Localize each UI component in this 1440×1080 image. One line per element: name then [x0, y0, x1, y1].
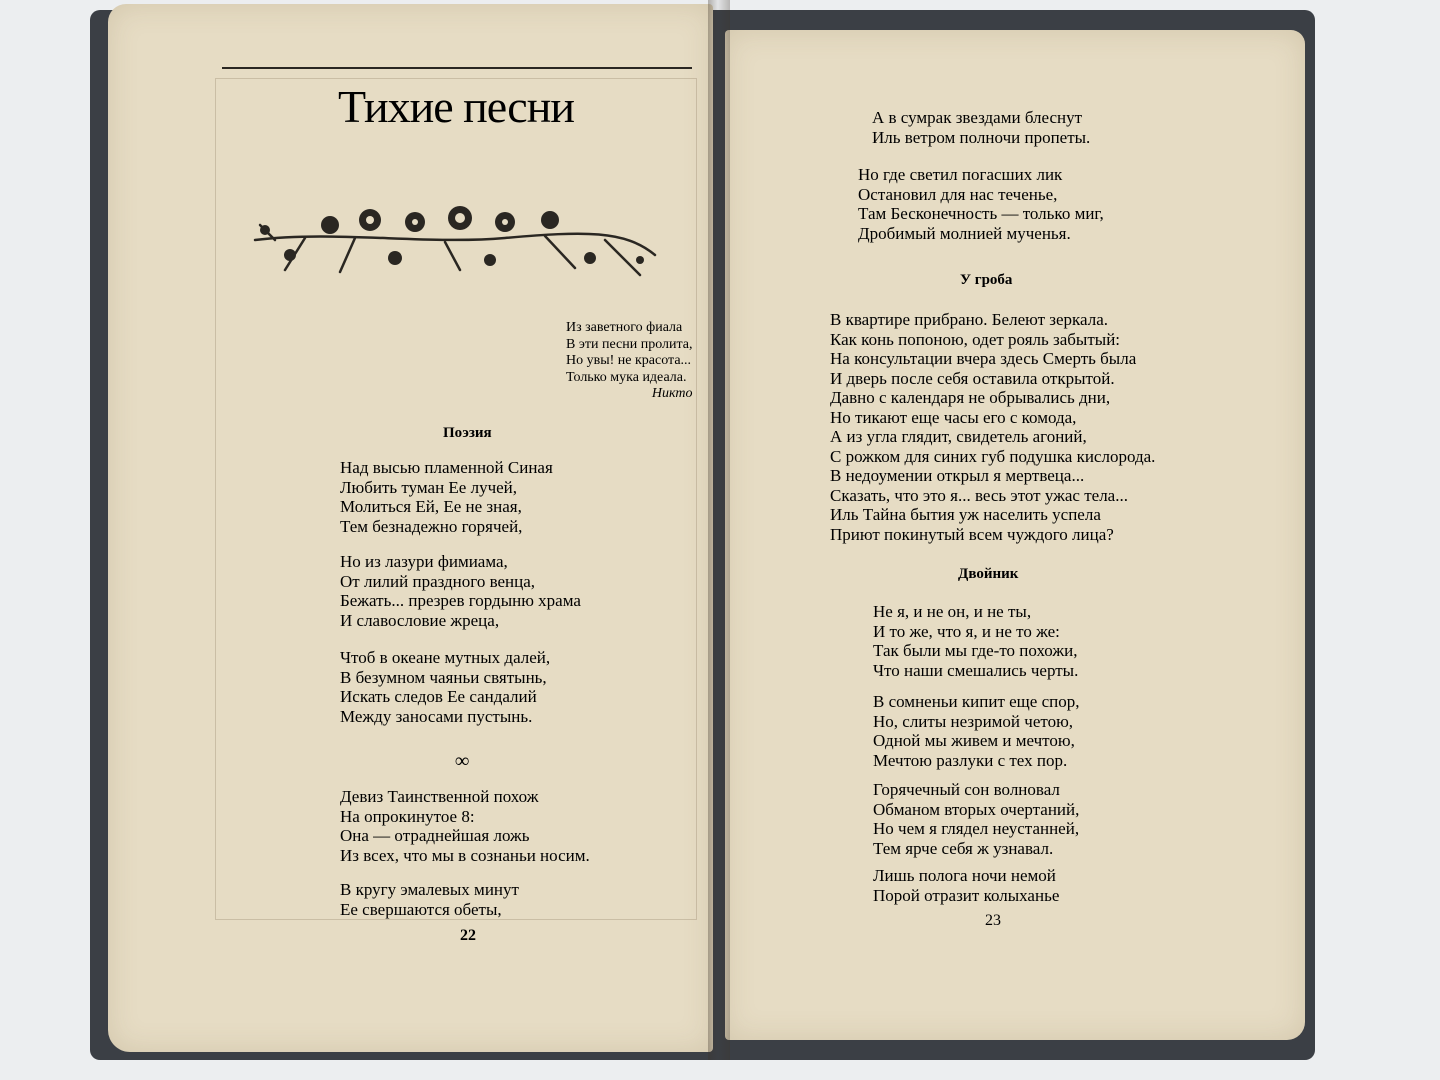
poem-line: С рожком для синих губ подушка кислорода. — [830, 446, 1156, 466]
poem-stanza — [340, 880, 519, 919]
poem-line: Бежать... презрев гордыню храма — [340, 591, 581, 610]
poem-stanza — [873, 866, 1059, 905]
poem-line: На опрокинутое 8: — [340, 806, 475, 826]
book-gutter — [708, 0, 730, 1060]
floral-ornament — [245, 200, 665, 290]
poem-line: Давно с календаря не обрывались дни, — [830, 388, 1111, 407]
poem-line: И то же, что я, и не то же: — [873, 621, 1060, 641]
poem-line: Горячечный сон волновал — [873, 780, 1060, 799]
poem-stanza — [872, 108, 1090, 147]
epigraph — [566, 320, 693, 403]
poem-stanza — [340, 458, 553, 536]
poem-line: А в сумрак звездами блеснут — [872, 108, 1083, 127]
page-number: 23 — [985, 912, 1001, 929]
epigraph-line: Только мука идеала. — [566, 369, 687, 385]
poem-line: Она — отраднейшая ложь — [340, 826, 530, 845]
epigraph-line: В эти песни пролита, — [566, 336, 693, 352]
poem-line: Но чем я глядел неустанней, — [873, 819, 1080, 838]
poem-line: Обманом вторых очертаний, — [873, 799, 1080, 819]
poem-title: У гроба — [960, 272, 1013, 288]
poem-line: В недоумении открыл я мертвеца... — [830, 466, 1085, 485]
poem-line: На консультации вчера здесь Смерть была — [830, 349, 1137, 368]
poem-line: Чтоб в океане мутных далей, — [340, 648, 551, 667]
poem-line: Приют покинутый всем чуждого лица? — [830, 524, 1114, 544]
poem-line: От лилий праздного венца, — [340, 571, 536, 591]
poem-line: Дробимый молнией мученья. — [858, 223, 1071, 243]
poem-line: Тем ярче себя ж узнавал. — [873, 838, 1054, 858]
poem-line: Но где светил погасших лик — [858, 165, 1063, 184]
poem-title: Двойник — [958, 566, 1019, 582]
poem-line: Так были мы где-то похожи, — [873, 641, 1078, 660]
poem-line: Любить туман Ее лучей, — [340, 477, 518, 497]
poem-line: Искать следов Ее сандалий — [340, 687, 537, 706]
poem-line: Порой отразит колыханье — [873, 885, 1060, 905]
poem-stanza — [858, 165, 1104, 243]
poem-line: Иль ветром полночи пропеты. — [872, 127, 1091, 147]
poem-title: Поэзия — [443, 425, 492, 441]
epigraph-author: Никто — [651, 386, 693, 401]
poem-stanza — [340, 648, 550, 726]
poem-line: Но из лазури фимиама, — [340, 552, 508, 571]
page-number: 22 — [460, 927, 476, 944]
section-title: Тихие песни — [338, 81, 574, 132]
poem-line: В квартире прибрано. Белеют зеркала. — [830, 310, 1109, 329]
poem-line: Мечтою разлуки с тех пор. — [873, 750, 1068, 770]
poem-line: Между заносами пустынь. — [340, 706, 533, 726]
poem-line: Но, слиты незримой четою, — [873, 711, 1074, 731]
poem-line: Ее свершаются обеты, — [340, 899, 502, 919]
poem-line: В безумном чаяньи святынь, — [340, 667, 547, 687]
poem-line: Иль Тайна бытия уж населить успела — [830, 505, 1101, 524]
poem-line: Молиться Ей, Ее не зная, — [340, 497, 522, 516]
poem-line: В сомненьи кипит еще спор, — [873, 692, 1080, 711]
poem-line: Тем безнадежно горячей, — [340, 516, 523, 536]
poem-line: Там Бесконечность — только миг, — [858, 204, 1104, 223]
poem-line: Над высью пламенной Синая — [340, 458, 553, 477]
poem-line: Что наши смешались черты. — [873, 660, 1079, 680]
poem-stanza — [830, 310, 1155, 544]
poem-line: Сказать, что это я... весь этот ужас тела... — [830, 485, 1128, 505]
poem-line: Не я, и не он, и не ты, — [873, 602, 1032, 621]
poem-line: В кругу эмалевых минут — [340, 880, 519, 899]
poem-line: Как конь попоною, одет рояль забытый: — [830, 329, 1121, 349]
poem-stanza — [340, 552, 581, 630]
poem-line: И славословие жреца, — [340, 610, 500, 630]
poem-stanza — [873, 602, 1078, 680]
poem-line: Одной мы живем и мечтою, — [873, 731, 1075, 750]
poem-title: ∞ — [455, 750, 470, 772]
poem-line: Девиз Таинственной похож — [340, 787, 539, 806]
poem-stanza — [340, 787, 590, 865]
poem-line: И дверь после себя оставила открытой. — [830, 368, 1115, 388]
poem-line: Но тикают еще часы его с комода, — [830, 407, 1077, 427]
title-rule — [222, 67, 692, 69]
poem-line: Остановил для нас теченье, — [858, 184, 1058, 204]
epigraph-line: Но увы! не красота... — [566, 353, 692, 368]
poem-line: Из всех, что мы в сознаньи носим. — [340, 845, 590, 865]
poem-stanza — [873, 780, 1079, 858]
epigraph-line: Из заветного фиала — [566, 320, 683, 335]
poem-line: А из угла глядит, свидетель агоний, — [830, 427, 1087, 446]
poem-line: Лишь полога ночи немой — [873, 866, 1056, 885]
poem-stanza — [873, 692, 1079, 770]
